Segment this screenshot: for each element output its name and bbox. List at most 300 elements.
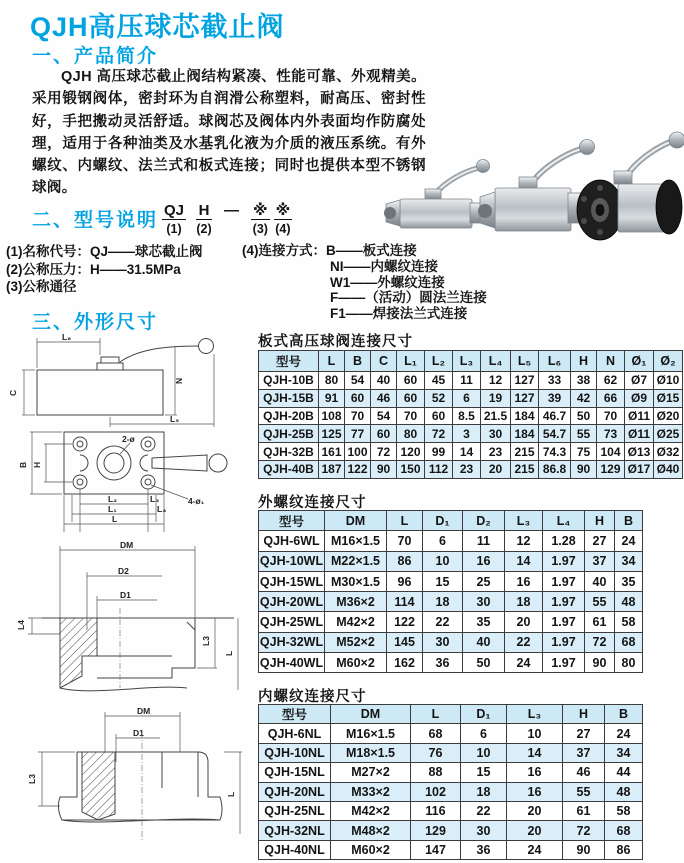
column-header: L₄	[481, 351, 511, 372]
column-header: H	[571, 351, 597, 372]
table-row	[259, 821, 643, 840]
table-cell: 129	[597, 460, 625, 478]
table-cell: 90	[585, 653, 615, 673]
column-header: L₃	[505, 511, 543, 531]
table-cell: 18	[461, 782, 507, 801]
table-cell: 61	[585, 612, 615, 632]
table-cell: M22×1.5	[325, 551, 387, 571]
table-row	[259, 801, 643, 820]
table-row	[259, 551, 643, 571]
table-cell: 80	[615, 653, 643, 673]
svg-text:L₅: L₅	[170, 414, 180, 424]
svg-text:L3: L3	[201, 636, 211, 646]
svg-text:4-ø₁: 4-ø₁	[188, 496, 205, 506]
table-cell: Ø20	[654, 407, 683, 425]
column-header: D₁	[461, 705, 507, 724]
table-cell: QJH-10B	[259, 372, 319, 390]
note-line: (4)连接方式：B——板式连接	[242, 243, 417, 258]
table-cell: 54	[371, 407, 397, 425]
table-cell: 1.28	[543, 531, 585, 551]
table-cell: 10	[423, 551, 463, 571]
table-cell: 27	[563, 724, 605, 743]
table-cell: 16	[507, 782, 563, 801]
table-cell: QJH-32WL	[259, 632, 325, 652]
table2-title: 外螺纹连接尺寸	[258, 495, 367, 511]
table-cell: 36	[423, 653, 463, 673]
table-cell: 30	[461, 821, 507, 840]
column-header: L₃	[453, 351, 481, 372]
table-cell: 40	[585, 571, 615, 591]
table-cell: Ø7	[625, 372, 654, 390]
table-cell: 33	[539, 372, 571, 390]
table-cell: 122	[345, 460, 371, 478]
table-cell: 215	[511, 443, 539, 461]
column-header: L₂	[425, 351, 453, 372]
table-cell: Ø11	[625, 425, 654, 443]
table-cell: 30	[481, 425, 511, 443]
table-cell: 68	[411, 724, 461, 743]
table-cell: 52	[425, 389, 453, 407]
table-cell: QJH-40B	[259, 460, 319, 478]
table-cell: 60	[425, 407, 453, 425]
model-code-part2: H (2)	[196, 202, 212, 236]
table-cell: 162	[387, 653, 423, 673]
table-cell: 55	[571, 425, 597, 443]
header-row	[259, 511, 643, 531]
table-cell: 35	[615, 571, 643, 591]
table-cell: 127	[511, 389, 539, 407]
table-cell: 16	[463, 551, 505, 571]
column-header: H	[585, 511, 615, 531]
note-line: F——（活动）圆法兰连接	[330, 290, 487, 306]
table-cell: QJH-40NL	[259, 840, 331, 859]
svg-text:L₄: L₄	[157, 504, 167, 514]
table-cell: 22	[505, 632, 543, 652]
note-line: (3)公称通径	[6, 279, 77, 294]
table-cell: 1.97	[543, 653, 585, 673]
table-cell: 6	[423, 531, 463, 551]
table-cell: 72	[585, 632, 615, 652]
table-cell: 48	[615, 592, 643, 612]
svg-text:L₆: L₆	[62, 332, 72, 342]
table-cell: QJH-25B	[259, 425, 319, 443]
table-cell: 6	[453, 389, 481, 407]
table-cell: QJH-32B	[259, 443, 319, 461]
table-cell: 60	[371, 425, 397, 443]
table-cell: M36×2	[325, 592, 387, 612]
table-cell: 60	[397, 372, 425, 390]
table-cell: M60×2	[325, 653, 387, 673]
table-cell: 12	[481, 372, 511, 390]
table-row	[259, 632, 643, 652]
table-cell: 145	[387, 632, 423, 652]
table-cell: 1.97	[543, 612, 585, 632]
table-cell: QJH-10NL	[259, 743, 331, 762]
table-cell: Ø40	[654, 460, 683, 478]
table-cell: 10	[507, 724, 563, 743]
table-cell: 1.97	[543, 551, 585, 571]
column-header: H	[563, 705, 605, 724]
svg-text:L3: L3	[27, 774, 37, 784]
table-cell: 184	[511, 425, 539, 443]
table-cell: 20	[507, 801, 563, 820]
table-cell: 86	[387, 551, 423, 571]
table-cell: 35	[463, 612, 505, 632]
column-header: L₃	[507, 705, 563, 724]
table-cell: M16×1.5	[325, 531, 387, 551]
table-cell: 68	[615, 632, 643, 652]
table-cell: M27×2	[331, 763, 411, 782]
table-cell: 99	[425, 443, 453, 461]
table-cell: 34	[615, 551, 643, 571]
table-row	[259, 653, 643, 673]
column-header: L₄	[543, 511, 585, 531]
svg-text:L: L	[226, 791, 236, 797]
svg-text:B: B	[18, 461, 28, 468]
table-cell: 36	[461, 840, 507, 859]
table-cell: 21.5	[481, 407, 511, 425]
table-cell: 14	[507, 743, 563, 762]
table-cell: 88	[411, 763, 461, 782]
table-cell: 114	[387, 592, 423, 612]
column-header: L₆	[539, 351, 571, 372]
table-cell: 23	[481, 443, 511, 461]
table-cell: 40	[463, 632, 505, 652]
table-cell: 116	[411, 801, 461, 820]
svg-text:DM: DM	[120, 540, 134, 550]
note-line: W1——外螺纹连接	[330, 274, 445, 290]
table-cell: M30×1.5	[325, 571, 387, 591]
table-cell: QJH-15B	[259, 389, 319, 407]
table-cell: 55	[585, 592, 615, 612]
note-line: NI——内螺纹连接	[330, 258, 438, 274]
table-cell: 24	[615, 531, 643, 551]
model-notes-right	[242, 243, 487, 322]
table-cell: 25	[463, 571, 505, 591]
svg-text:DM: DM	[137, 706, 151, 716]
svg-text:L₃: L₃	[150, 494, 160, 504]
column-header: L	[319, 351, 345, 372]
table-cell: 100	[345, 443, 371, 461]
column-header: L	[387, 511, 423, 531]
table-cell: 104	[597, 443, 625, 461]
column-header: Ø₂	[654, 351, 683, 372]
table-cell: Ø17	[625, 460, 654, 478]
model-code-dash: —	[224, 202, 240, 219]
table-cell: M42×2	[325, 612, 387, 632]
valve-photo-small-threaded	[384, 160, 490, 229]
outline-drawing-plate-valve	[2, 332, 254, 534]
table-cell: 125	[319, 425, 345, 443]
table-cell: 60	[397, 389, 425, 407]
table-cell: 60	[345, 389, 371, 407]
table-row	[259, 840, 643, 859]
table-cell: 72	[563, 821, 605, 840]
table-cell: 72	[371, 443, 397, 461]
svg-text:N: N	[174, 377, 184, 384]
table-row	[259, 724, 643, 743]
table-row	[259, 407, 683, 425]
table-cell: Ø9	[625, 389, 654, 407]
table-cell: QJH-40WL	[259, 653, 325, 673]
table-cell: 20	[481, 460, 511, 478]
table-cell: 90	[571, 460, 597, 478]
table-cell: 10	[461, 743, 507, 762]
model-notes-left	[6, 243, 203, 296]
table-cell: 70	[397, 407, 425, 425]
table-cell: QJH-15WL	[259, 571, 325, 591]
section2-heading: 二、型号说明	[32, 210, 159, 231]
svg-text:2-ø: 2-ø	[122, 434, 135, 444]
table-cell: 74.3	[539, 443, 571, 461]
svg-text:L₂: L₂	[108, 494, 117, 504]
table-cell: QJH-6WL	[259, 531, 325, 551]
table-cell: 54	[345, 372, 371, 390]
table-cell: 147	[411, 840, 461, 859]
table-cell: 77	[345, 425, 371, 443]
table-row	[259, 531, 643, 551]
table-cell: 37	[585, 551, 615, 571]
table-cell: 76	[411, 743, 461, 762]
column-header: DM	[331, 705, 411, 724]
svg-text:D1: D1	[120, 590, 131, 600]
column-header: Ø₁	[625, 351, 654, 372]
table-cell: M52×2	[325, 632, 387, 652]
model-code	[162, 203, 292, 237]
table-row	[259, 592, 643, 612]
column-header: L₅	[511, 351, 539, 372]
table-cell: 58	[615, 612, 643, 632]
table-cell: 90	[371, 460, 397, 478]
table-cell: 54.7	[539, 425, 571, 443]
table-cell: 30	[423, 632, 463, 652]
table-cell: 86	[605, 840, 643, 859]
svg-text:D2: D2	[118, 566, 129, 576]
svg-text:L4: L4	[16, 620, 26, 630]
table-cell: M60×2	[331, 840, 411, 859]
table-cell: 127	[511, 372, 539, 390]
note-line: F1——焊接法兰式连接	[330, 306, 468, 322]
table-cell: QJH-20WL	[259, 592, 325, 612]
table-cell: 122	[387, 612, 423, 632]
table-cell: 50	[463, 653, 505, 673]
plate-connection-table	[258, 350, 683, 479]
valve-photo-medium-threaded	[478, 140, 595, 232]
table-cell: 80	[319, 372, 345, 390]
table-cell: QJH-25WL	[259, 612, 325, 632]
table-row	[259, 782, 643, 801]
table-row	[259, 389, 683, 407]
table-cell: 91	[319, 389, 345, 407]
svg-text:L: L	[224, 650, 234, 656]
table-cell: 3	[453, 425, 481, 443]
table-cell: 16	[505, 571, 543, 591]
model-code-part1: QJ (1)	[164, 202, 185, 236]
svg-text:L₁: L₁	[108, 504, 117, 514]
table-cell: 8.5	[453, 407, 481, 425]
column-header: B	[615, 511, 643, 531]
table-cell: 23	[453, 460, 481, 478]
table-cell: 14	[453, 443, 481, 461]
column-header: 型号	[259, 511, 325, 531]
column-header: N	[597, 351, 625, 372]
table-row	[259, 743, 643, 762]
table-cell: 6	[461, 724, 507, 743]
table-cell: 187	[319, 460, 345, 478]
table-cell: 22	[423, 612, 463, 632]
table-cell: 18	[423, 592, 463, 612]
table-cell: 1.97	[543, 571, 585, 591]
table-cell: M42×2	[331, 801, 411, 820]
table-cell: QJH-25NL	[259, 801, 331, 820]
internal-thread-table	[258, 704, 643, 860]
table-cell: M33×2	[331, 782, 411, 801]
outline-drawing-external-thread	[2, 538, 254, 700]
table-cell: 75	[571, 443, 597, 461]
table-row	[259, 460, 683, 478]
table-cell: 44	[605, 763, 643, 782]
table-cell: 55	[563, 782, 605, 801]
table-cell: 15	[423, 571, 463, 591]
model-code-part4: ※ (4)	[275, 202, 291, 236]
table-cell: 45	[425, 372, 453, 390]
table-cell: 24	[505, 653, 543, 673]
note-line: (2)公称压力：H——31.5MPa	[6, 261, 181, 277]
table-cell: M18×1.5	[331, 743, 411, 762]
table-cell: 18	[505, 592, 543, 612]
table-cell: 46	[563, 763, 605, 782]
table-cell: 15	[461, 763, 507, 782]
table-cell: 70	[345, 407, 371, 425]
header-row	[259, 705, 643, 724]
table-row	[259, 425, 683, 443]
table1-title: 板式高压球阀连接尺寸	[258, 334, 413, 350]
table-cell: 50	[571, 407, 597, 425]
table-cell: 42	[571, 389, 597, 407]
external-thread-table	[258, 510, 643, 673]
table-cell: 70	[597, 407, 625, 425]
header-row	[259, 351, 683, 372]
table-cell: 73	[597, 425, 625, 443]
table-cell: 80	[397, 425, 425, 443]
table-cell: 11	[453, 372, 481, 390]
table-cell: Ø11	[625, 407, 654, 425]
table-cell: 40	[371, 372, 397, 390]
note-line: (1)名称代号：QJ——球芯截止阀	[6, 244, 203, 259]
table-cell: 86.8	[539, 460, 571, 478]
table-cell: 34	[605, 743, 643, 762]
column-header: L₁	[397, 351, 425, 372]
svg-text:C: C	[8, 389, 18, 396]
table-row	[259, 612, 643, 632]
table-cell: QJH-15NL	[259, 763, 331, 782]
table-cell: QJH-6NL	[259, 724, 331, 743]
table-cell: 1.97	[543, 632, 585, 652]
table-cell: Ø25	[654, 425, 683, 443]
table-cell: 20	[505, 612, 543, 632]
table-cell: 66	[597, 389, 625, 407]
table-cell: M16×1.5	[331, 724, 411, 743]
table-cell: 11	[463, 531, 505, 551]
table-cell: 12	[505, 531, 543, 551]
table-row	[259, 571, 643, 591]
table-cell: 161	[319, 443, 345, 461]
table-cell: 39	[539, 389, 571, 407]
table-cell: 24	[605, 724, 643, 743]
svg-text:D1: D1	[133, 728, 144, 738]
table-cell: 58	[605, 801, 643, 820]
model-code-part3: ※ (3)	[252, 202, 268, 236]
table-cell: Ø32	[654, 443, 683, 461]
column-header: D₁	[423, 511, 463, 531]
table-cell: 120	[397, 443, 425, 461]
table-cell: 70	[387, 531, 423, 551]
table3-title: 内螺纹连接尺寸	[258, 689, 367, 705]
table-cell: 90	[563, 840, 605, 859]
product-intro-paragraph: QJH 高压球芯截止阀结构紧凑、性能可靠、外观精美。采用锻钢阀体，密封环为自润滑公称塑料，耐高压、密封性好，手把搬动灵活舒适。球阀芯及阀体内外表面均作防腐处理，适用于各种油类及水基乳化液为介质的液压系统。有外螺纹、内螺纹、法兰式和板式连接；同时也提供本型不锈钢球阀。	[32, 69, 426, 197]
column-header: D₂	[463, 511, 505, 531]
table-cell: 30	[463, 592, 505, 612]
table-cell: 22	[461, 801, 507, 820]
table-cell: Ø10	[654, 372, 683, 390]
table-cell: 46.7	[539, 407, 571, 425]
column-header: DM	[325, 511, 387, 531]
table-cell: 20	[507, 821, 563, 840]
table-cell: M48×2	[331, 821, 411, 840]
table-cell: 96	[387, 571, 423, 591]
column-header: C	[371, 351, 397, 372]
outline-drawing-internal-thread	[2, 702, 254, 862]
table-cell: 14	[505, 551, 543, 571]
table-cell: 19	[481, 389, 511, 407]
table-cell: 72	[425, 425, 453, 443]
table-cell: QJH-20B	[259, 407, 319, 425]
svg-text:H: H	[32, 461, 42, 468]
table-cell: 48	[605, 782, 643, 801]
table-cell: 24	[507, 840, 563, 859]
table-row	[259, 443, 683, 461]
table-cell: 184	[511, 407, 539, 425]
table-row	[259, 763, 643, 782]
table-cell: 108	[319, 407, 345, 425]
table-cell: 27	[585, 531, 615, 551]
table-cell: 129	[411, 821, 461, 840]
table-cell: 62	[597, 372, 625, 390]
table-cell: 16	[507, 763, 563, 782]
section3-heading: 三、外形尺寸	[32, 312, 159, 333]
table-cell: 112	[425, 460, 453, 478]
table-cell: QJH-32NL	[259, 821, 331, 840]
table-cell: Ø13	[625, 443, 654, 461]
table-cell: 1.97	[543, 592, 585, 612]
page-title: QJH高压球芯截止阀	[30, 12, 285, 42]
column-header: 型号	[259, 351, 319, 372]
table-cell: 61	[563, 801, 605, 820]
table-cell: 37	[563, 743, 605, 762]
table-cell: QJH-10WL	[259, 551, 325, 571]
table-row	[259, 372, 683, 390]
column-header: L	[411, 705, 461, 724]
table-cell: 68	[605, 821, 643, 840]
svg-text:L: L	[112, 514, 118, 524]
table-cell: 102	[411, 782, 461, 801]
table-cell: 38	[571, 372, 597, 390]
column-header: B	[605, 705, 643, 724]
product-photo	[378, 127, 684, 251]
table-cell: 215	[511, 460, 539, 478]
table-cell: Ø15	[654, 389, 683, 407]
column-header: B	[345, 351, 371, 372]
